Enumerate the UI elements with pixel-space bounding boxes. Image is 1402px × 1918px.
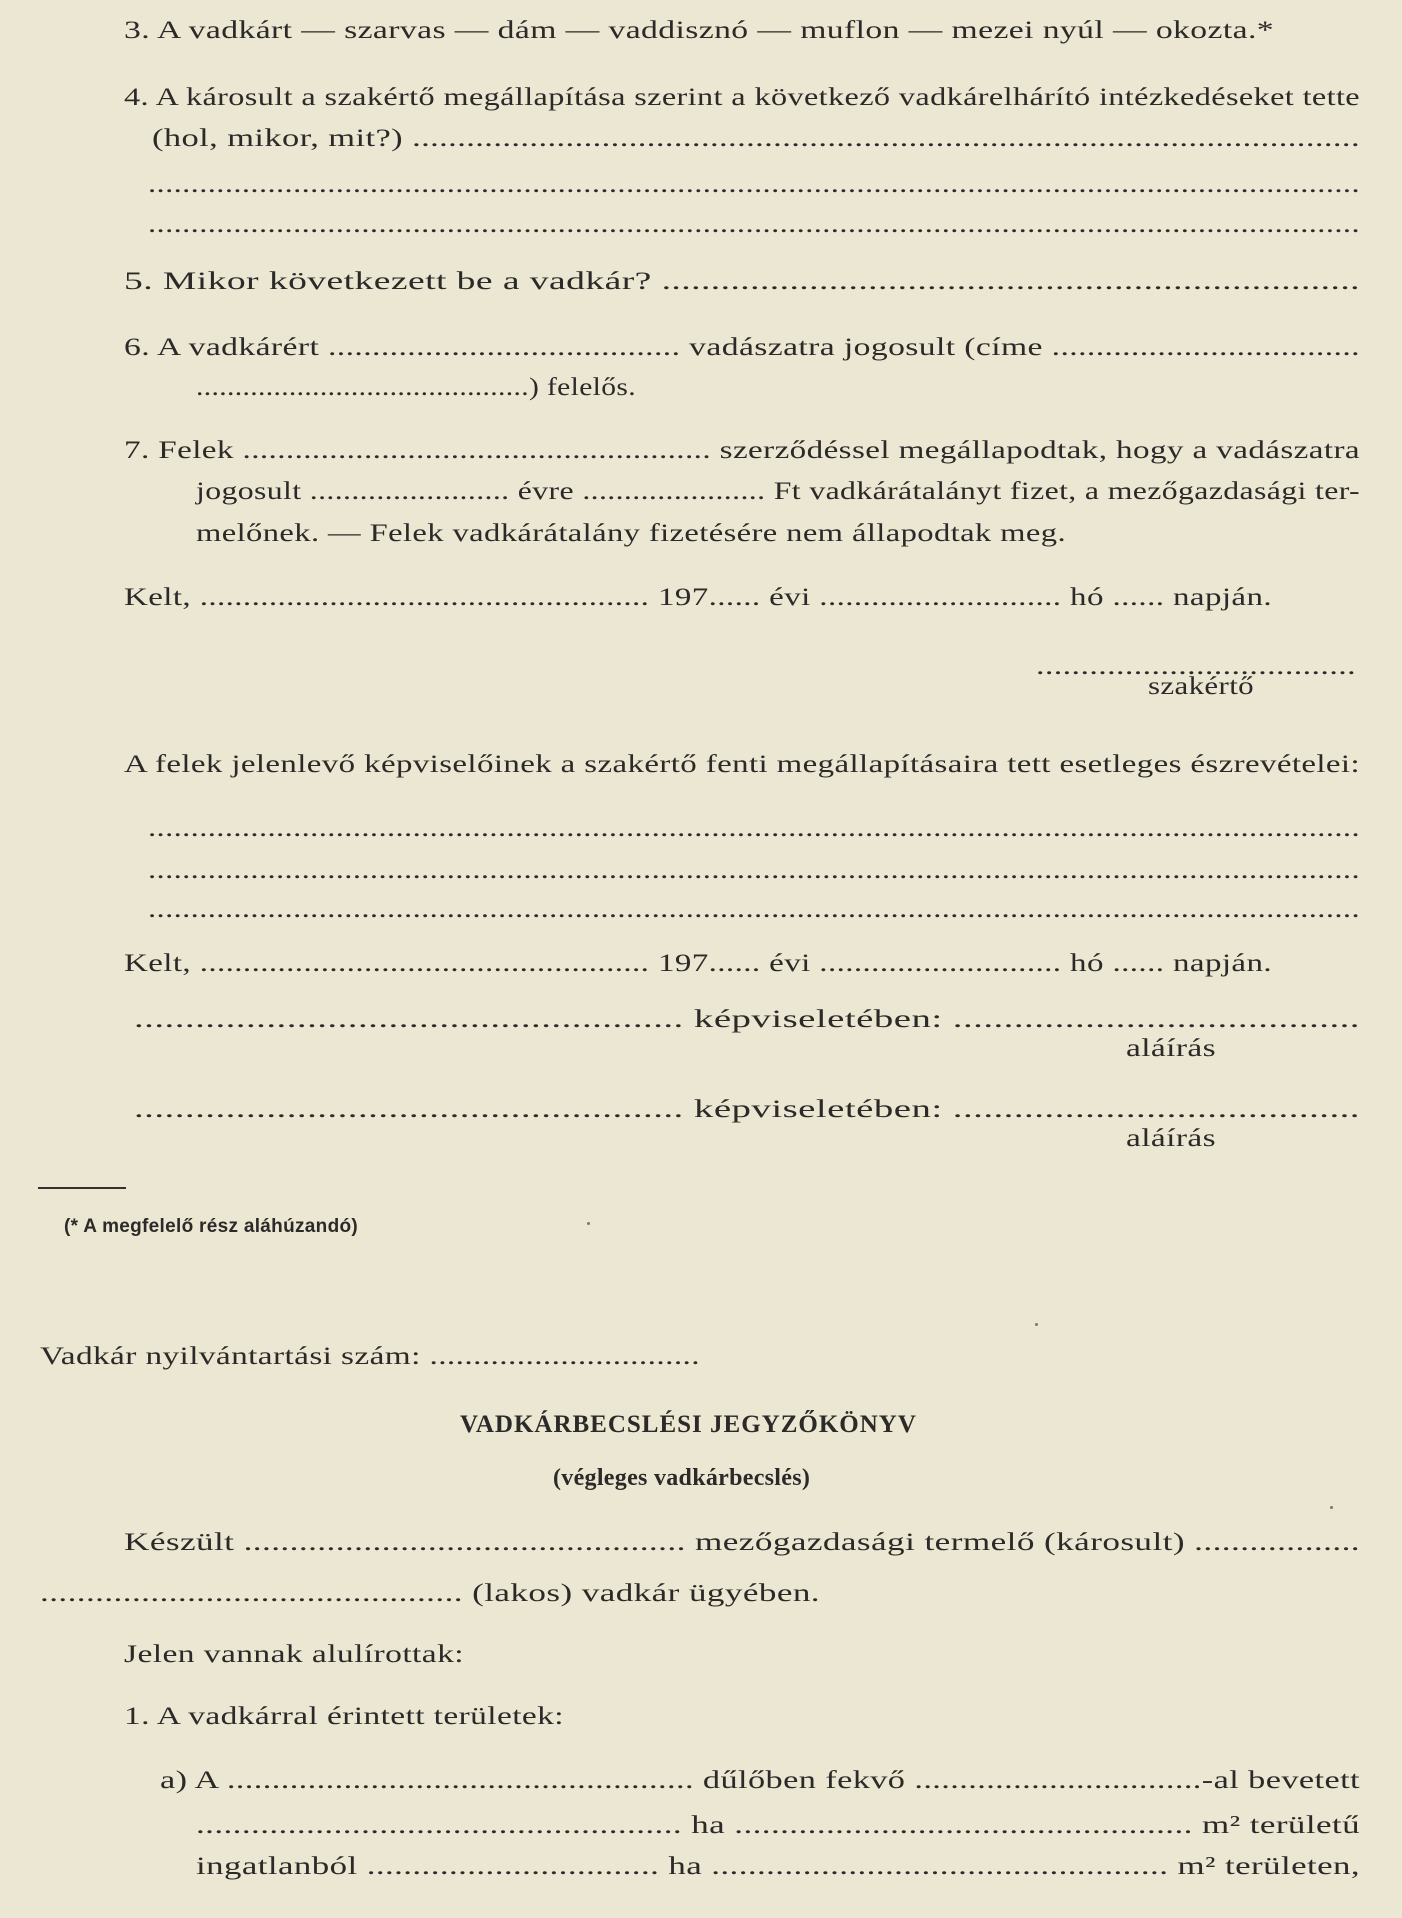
form-line [148, 170, 1360, 200]
form-line [196, 1811, 1360, 1841]
form-line-text: 3. A vadkárt — szarvas — dám — vaddisznó — muflon — mezei nyúl — okozta.* [124, 17, 1274, 44]
form-line [124, 750, 1360, 780]
paper-speck [1035, 1323, 1038, 1326]
form-line-text: .................................... [1036, 653, 1356, 680]
form-line [124, 267, 1360, 297]
form-line-text: .............................................................................................................................................. [148, 171, 1360, 198]
form-line-text: 6. A vadkárért ........................................ vadászatra jogosult (címe ................................... [124, 334, 1360, 361]
form-line [196, 1852, 1360, 1882]
form-line [134, 1095, 1360, 1125]
form-line [124, 333, 1360, 363]
form-line [148, 814, 1360, 844]
form-line [124, 583, 1272, 613]
footnote: (* A megfelelő rész aláhúzandó) [64, 1216, 359, 1237]
form-line-text: Jelen vannak alulírottak: [124, 1641, 464, 1668]
form-line-text: (hol, mikor, mit?) ......................................................................................................... [152, 125, 1360, 152]
form-line-text: ...........................................) felelős. [196, 374, 636, 401]
form-line [196, 519, 1066, 549]
form-line [196, 373, 636, 403]
document-title: VADKÁRBECSLÉSI JEGYZŐKÖNYV [460, 1411, 917, 1438]
form-line-text: ...................................................... képviseletében: ........................................ [134, 1006, 1360, 1033]
form-line [1148, 672, 1254, 702]
form-line-text: szakértő [1148, 673, 1254, 700]
paper-speck [1330, 1506, 1333, 1509]
form-line [196, 477, 1360, 507]
document-subtitle: (végleges vadkárbecslés) [553, 1465, 811, 1491]
form-line-text: Készült ................................................ mezőgazdasági termelő (károsult) .................. [124, 1529, 1360, 1556]
paper-speck [587, 1222, 590, 1225]
form-line-text: .............................................................................................................................................. [148, 896, 1360, 923]
form-line [124, 949, 1272, 979]
form-line [40, 1579, 820, 1609]
form-line [124, 16, 1274, 46]
form-line-text: aláírás [1126, 1035, 1216, 1062]
form-line-text: .............................................................................................................................................. [148, 815, 1360, 842]
form-line-text: a) A .................................................... dűlőben fekvő ................................-al bevetett [160, 1767, 1360, 1794]
form-line [124, 1640, 464, 1670]
form-line-text: 4. A károsult a szakértő megállapítása szerint a következő vadkárelhárító intézkedéseket tette [124, 84, 1360, 111]
form-line-text: aláírás [1126, 1125, 1216, 1152]
form-line-text: A felek jelenlevő képviselőinek a szakértő fenti megállapításaira tett esetleges észrevételei: [124, 751, 1360, 778]
form-line [134, 1005, 1360, 1035]
form-line [124, 436, 1360, 466]
form-line-text: jogosult ........................ évre ...................... Ft vadkárátalányt fizet, a mezőgazdasági ter- [196, 478, 1360, 505]
form-line [148, 856, 1360, 886]
form-line [1126, 1034, 1216, 1064]
form-line [160, 1766, 1360, 1796]
form-line-text: ..................................................... ha .................................................. m² területű [196, 1812, 1360, 1839]
form-line [124, 1702, 564, 1732]
form-line-text: Vadkár nyilvántartási szám: ............................... [40, 1343, 700, 1370]
form-line-text: Kelt, .................................................... 197...... évi ............................ hó ...... napján. [124, 584, 1272, 611]
form-line [124, 1528, 1360, 1558]
form-line [152, 124, 1360, 154]
form-line [148, 210, 1360, 240]
form-line-text: 7. Felek ...................................................... szerződéssel megállapodtak, hogy a vadászatra [124, 437, 1360, 464]
form-line [148, 895, 1360, 925]
form-line-text: 1. A vadkárral érintett területek: [124, 1703, 564, 1730]
form-line [1126, 1124, 1216, 1154]
form-line-text: ...................................................... képviseletében: ........................................ [134, 1096, 1360, 1123]
form-line-text: Kelt, .................................................... 197...... évi ............................ hó ...... napján. [124, 950, 1272, 977]
form-line-text: melőnek. — Felek vadkárátalány fizetésére nem állapodtak meg. [196, 520, 1066, 547]
form-line [40, 1342, 700, 1372]
form-line-text: ingatlanból ................................ ha .................................................. m² területen, [196, 1853, 1360, 1880]
form-line-text: 5. Mikor következett be a vadkár? ....................................................................... [124, 268, 1360, 295]
form-line-text: .............................................................................................................................................. [148, 857, 1360, 884]
form-line-text: .............................................................................................................................................. [148, 211, 1360, 238]
footnote-rule [38, 1187, 126, 1189]
form-line-text: .............................................. (lakos) vadkár ügyében. [40, 1580, 820, 1607]
form-line [124, 83, 1360, 113]
